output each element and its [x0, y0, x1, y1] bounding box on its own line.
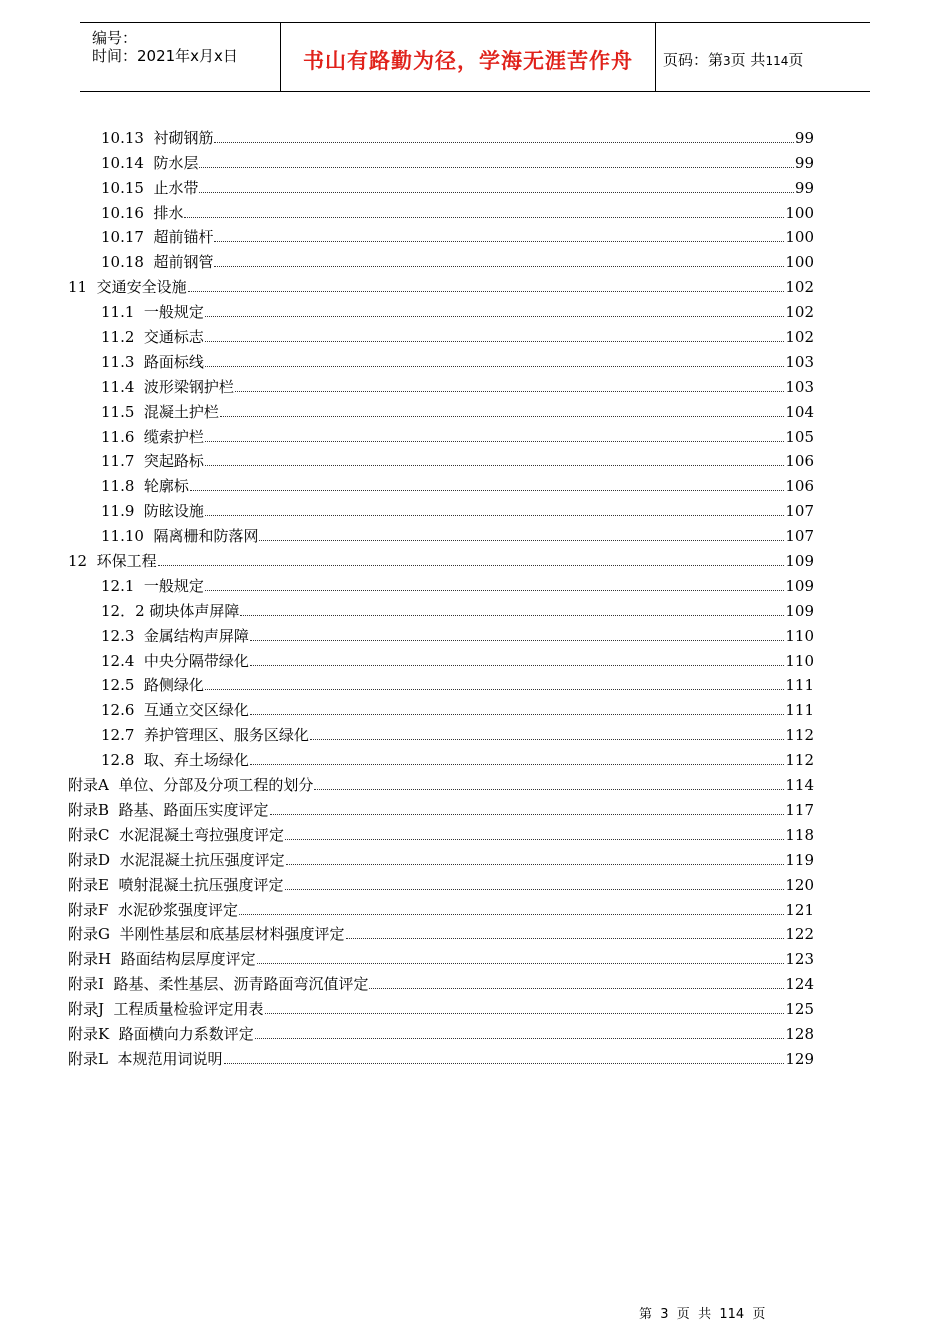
- toc-dot-leader: [270, 813, 785, 815]
- toc-entry[interactable]: [68, 994, 814, 1019]
- page-mid: 页 共: [730, 51, 766, 69]
- toc-entry-page: 128: [785, 1024, 814, 1043]
- table-of-contents: [68, 123, 814, 1069]
- toc-entry-label: 附录I 路基、柔性基层、沥青路面弯沉值评定: [68, 975, 369, 994]
- toc-dot-leader: [286, 863, 785, 865]
- toc-dot-leader: [250, 664, 784, 666]
- toc-dot-leader: [224, 1062, 785, 1064]
- page-prefix: 页码：第: [663, 51, 724, 69]
- toc-entry[interactable]: [68, 795, 814, 820]
- page-current: 3: [723, 54, 731, 68]
- toc-entry-page: 112: [785, 726, 814, 745]
- toc-entry-label: 12.6 互通立交区绿化: [101, 701, 249, 720]
- toc-entry-page: 103: [785, 352, 814, 371]
- toc-entry-page: 107: [785, 502, 814, 521]
- toc-dot-leader: [265, 1012, 785, 1014]
- toc-entry-page: 109: [785, 576, 814, 595]
- toc-dot-leader: [255, 1037, 785, 1039]
- toc-dot-leader: [214, 141, 793, 143]
- toc-entry-page: 106: [785, 477, 814, 496]
- toc-dot-leader: [214, 240, 784, 242]
- toc-entry-page: 110: [785, 626, 814, 645]
- toc-entry-page: 100: [785, 228, 814, 247]
- toc-entry[interactable]: [68, 845, 814, 870]
- toc-entry[interactable]: [68, 123, 814, 148]
- toc-entry-label: 附录L 本规范用词说明: [68, 1049, 223, 1068]
- toc-entry[interactable]: [68, 1019, 814, 1044]
- toc-entry-label: 附录D 水泥混凝土抗压强度评定: [68, 850, 285, 869]
- toc-dot-leader: [310, 738, 784, 740]
- toc-entry[interactable]: [68, 347, 814, 372]
- page-suffix: 页: [788, 51, 804, 69]
- page-footer: 第 3 页 共 114 页: [639, 1307, 766, 1322]
- toc-entry-page: 123: [785, 950, 814, 969]
- toc-dot-leader: [199, 191, 793, 193]
- toc-entry-label: 附录H 路面结构层厚度评定: [68, 950, 256, 969]
- toc-entry-page: 102: [785, 278, 814, 297]
- toc-dot-leader: [346, 937, 785, 939]
- toc-entry[interactable]: [68, 944, 814, 969]
- toc-dot-leader: [235, 390, 784, 392]
- toc-entry-label: 11.5 混凝土护栏: [101, 402, 219, 421]
- toc-entry-label: 12．2 砌块体声屏障: [101, 601, 240, 620]
- toc-entry-label: 12.1 一般规定: [101, 576, 204, 595]
- toc-entry-label: 10.17 超前锚杆: [101, 228, 214, 247]
- toc-entry[interactable]: [68, 969, 814, 994]
- toc-entry-label: 10.18 超前钢管: [101, 253, 214, 272]
- toc-entry-label: 11 交通安全设施: [68, 278, 187, 297]
- toc-entry-page: 117: [785, 800, 814, 819]
- header-page-cell: [655, 23, 870, 91]
- toc-entry-page: 103: [785, 377, 814, 396]
- toc-entry-label: 12.3 金属结构声屏障: [101, 626, 249, 645]
- toc-entry-page: 112: [785, 751, 814, 770]
- toc-entry-label: 11.9 防眩设施: [101, 502, 204, 521]
- toc-entry-label: 11.8 轮廓标: [101, 477, 189, 496]
- toc-entry-label: 12.8 取、弃土场绿化: [101, 751, 249, 770]
- toc-dot-leader: [250, 763, 784, 765]
- toc-dot-leader: [190, 489, 784, 491]
- header-info-cell: [80, 23, 280, 91]
- toc-dot-leader: [250, 713, 784, 715]
- toc-entry[interactable]: [68, 272, 814, 297]
- toc-dot-leader: [257, 962, 785, 964]
- toc-entry[interactable]: [68, 297, 814, 322]
- toc-entry-page: 99: [794, 153, 814, 172]
- toc-dot-leader: [205, 514, 784, 516]
- toc-dot-leader: [205, 440, 784, 442]
- toc-entry[interactable]: [68, 596, 814, 621]
- toc-entry-page: 124: [785, 975, 814, 994]
- toc-entry-page: 119: [785, 850, 814, 869]
- toc-entry-page: 129: [785, 1049, 814, 1068]
- toc-entry-label: 11.7 突起路标: [101, 452, 204, 471]
- toc-entry-page: 120: [785, 875, 814, 894]
- toc-entry[interactable]: [68, 895, 814, 920]
- toc-entry[interactable]: [68, 920, 814, 945]
- toc-entry-page: 118: [785, 825, 814, 844]
- toc-entry[interactable]: [68, 770, 814, 795]
- toc-dot-leader: [188, 290, 785, 292]
- toc-dot-leader: [369, 987, 784, 989]
- toc-entry-page: 125: [785, 1000, 814, 1019]
- toc-entry-label: 10.16 排水: [101, 203, 184, 222]
- toc-entry-page: 100: [785, 253, 814, 272]
- toc-entry-label: 附录K 路面横向力系数评定: [68, 1024, 254, 1043]
- toc-entry-label: 11.10 隔离栅和防落网: [101, 527, 259, 546]
- toc-entry[interactable]: [68, 247, 814, 272]
- toc-entry-label: 12 环保工程: [68, 552, 157, 571]
- toc-dot-leader: [250, 639, 784, 641]
- toc-entry-page: 107: [785, 527, 814, 546]
- toc-entry-page: 102: [785, 328, 814, 347]
- toc-entry-label: 附录E 喷射混凝土抗压强度评定: [68, 875, 284, 894]
- toc-entry-page: 99: [794, 128, 814, 147]
- toc-entry-page: 100: [785, 203, 814, 222]
- toc-entry-page: 114: [785, 776, 814, 795]
- document-number-label: 编号：: [92, 29, 138, 47]
- header-page-info: [663, 49, 803, 70]
- toc-entry[interactable]: [68, 621, 814, 646]
- toc-entry-label: 附录B 路基、路面压实度评定: [68, 800, 269, 819]
- toc-entry-page: 105: [785, 427, 814, 446]
- toc-dot-leader: [239, 913, 784, 915]
- toc-entry-label: 12.7 养护管理区、服务区绿化: [101, 726, 309, 745]
- toc-entry[interactable]: [68, 870, 814, 895]
- toc-entry[interactable]: [68, 546, 814, 571]
- toc-entry-label: 11.6 缆索护栏: [101, 427, 204, 446]
- toc-entry[interactable]: [68, 422, 814, 447]
- toc-entry-page: 104: [785, 402, 814, 421]
- toc-entry-label: 11.3 路面标线: [101, 352, 204, 371]
- header-motto-cell: [280, 23, 656, 91]
- toc-entry[interactable]: [68, 223, 814, 248]
- toc-entry[interactable]: [68, 695, 814, 720]
- toc-entry-label: 11.1 一般规定: [101, 303, 204, 322]
- toc-entry[interactable]: [68, 1044, 814, 1069]
- toc-entry[interactable]: [68, 820, 814, 845]
- toc-dot-leader: [214, 265, 784, 267]
- toc-entry[interactable]: [68, 198, 814, 223]
- toc-dot-leader: [205, 365, 784, 367]
- document-time-label: 时间：2021年x月x日: [92, 47, 238, 65]
- toc-entry[interactable]: [68, 447, 814, 472]
- toc-dot-leader: [184, 216, 784, 218]
- toc-dot-leader: [205, 340, 784, 342]
- toc-entry[interactable]: [68, 571, 814, 596]
- toc-dot-leader: [205, 315, 784, 317]
- toc-entry-label: 附录G 半刚性基层和底基层材料强度评定: [68, 925, 345, 944]
- toc-dot-leader: [158, 564, 785, 566]
- toc-entry[interactable]: [68, 646, 814, 671]
- toc-entry[interactable]: [68, 148, 814, 173]
- toc-entry[interactable]: [68, 471, 814, 496]
- toc-entry-page: 121: [785, 900, 814, 919]
- toc-entry-page: 110: [785, 651, 814, 670]
- toc-dot-leader: [199, 166, 793, 168]
- toc-entry[interactable]: [68, 720, 814, 745]
- toc-entry-page: 111: [785, 676, 814, 695]
- toc-dot-leader: [259, 539, 784, 541]
- toc-entry-label: 附录A 单位、分部及分项工程的划分: [68, 776, 314, 795]
- toc-entry-page: 99: [794, 178, 814, 197]
- toc-entry-page: 102: [785, 303, 814, 322]
- toc-entry-label: 10.15 止水带: [101, 178, 199, 197]
- toc-dot-leader: [314, 788, 784, 790]
- toc-dot-leader: [240, 614, 784, 616]
- toc-entry-label: 12.4 中央分隔带绿化: [101, 651, 249, 670]
- toc-entry-page: 122: [785, 925, 814, 944]
- toc-entry-label: 12.5 路侧绿化: [101, 676, 204, 695]
- toc-entry-page: 106: [785, 452, 814, 471]
- page-total: 114: [765, 54, 789, 68]
- toc-entry[interactable]: [68, 173, 814, 198]
- toc-entry-label: 附录C 水泥混凝土弯拉强度评定: [68, 825, 285, 844]
- toc-entry[interactable]: [68, 671, 814, 696]
- toc-dot-leader: [285, 888, 785, 890]
- toc-entry[interactable]: [68, 372, 814, 397]
- toc-dot-leader: [285, 838, 784, 840]
- toc-entry-page: 111: [785, 701, 814, 720]
- toc-entry-page: 109: [785, 601, 814, 620]
- page-header: [80, 22, 870, 92]
- toc-entry-label: 附录F 水泥砂浆强度评定: [68, 900, 238, 919]
- toc-entry[interactable]: [68, 322, 814, 347]
- motto-text: 书山有路勤为径，学海无涯苦作舟: [303, 49, 633, 73]
- toc-dot-leader: [205, 688, 784, 690]
- toc-entry[interactable]: [68, 521, 814, 546]
- toc-entry-label: 10.14 防水层: [101, 153, 199, 172]
- toc-entry-label: 附录J 工程质量检验评定用表: [68, 1000, 264, 1019]
- toc-dot-leader: [205, 464, 784, 466]
- toc-entry-label: 11.4 波形梁钢护栏: [101, 377, 234, 396]
- toc-dot-leader: [205, 589, 784, 591]
- toc-dot-leader: [220, 415, 784, 417]
- toc-entry[interactable]: [68, 496, 814, 521]
- toc-entry-label: 11.2 交通标志: [101, 328, 204, 347]
- toc-entry[interactable]: [68, 745, 814, 770]
- toc-entry[interactable]: [68, 397, 814, 422]
- toc-entry-page: 109: [785, 552, 814, 571]
- toc-entry-label: 10.13 衬砌钢筋: [101, 128, 214, 147]
